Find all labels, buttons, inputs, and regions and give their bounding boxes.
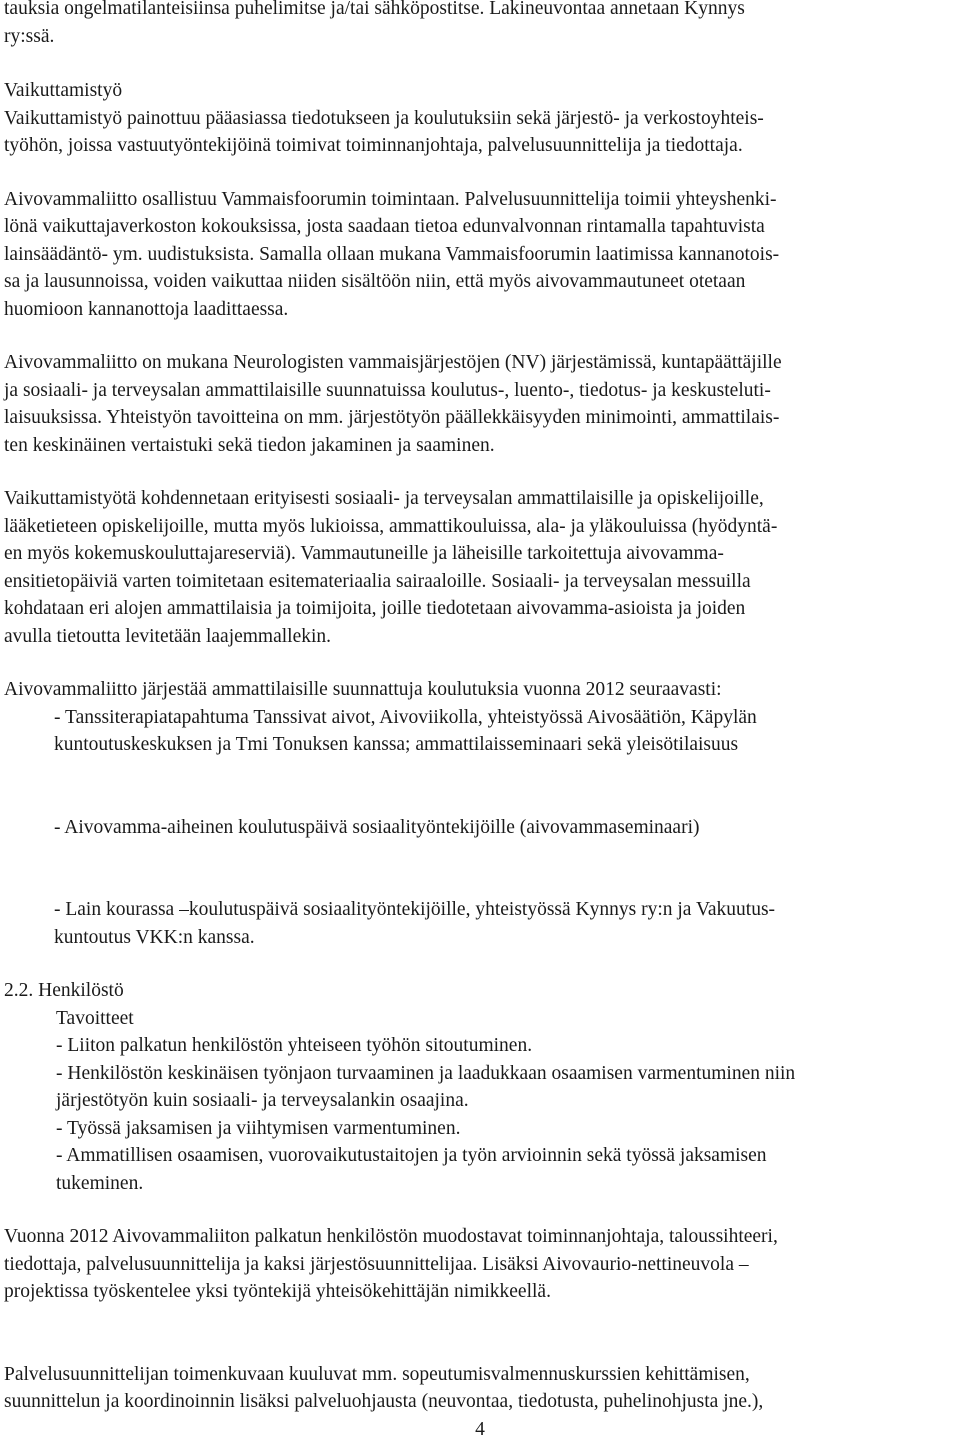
text-line: Vuonna 2012 Aivovammaliiton palkatun henkilöstön muodostavat toiminnanjohtaja, taloussihteeri, [4,1226,778,1247]
text-line: - Tanssiterapiatapahtuma Tanssivat aivot, Aivoviikolla, yhteistyössä Aivosäätiön, Käpylän [54,706,757,728]
text-line: ja sosiaali- ja terveysalan ammattilaisille suunnatuissa koulutus-, luento-, tiedotus- ja keskusteluti- [4,379,771,401]
text-line: tukeminen. [56,1172,144,1194]
text-line: avulla tietoutta levitetään laajemmallekin. [4,625,332,647]
text-line: - Ammatillisen osaamisen, vuorovaikutustaitojen ja työn arvioinnin sekä työssä jaksamisen [56,1145,767,1166]
text-line: suunnittelun ja koordinoinnin lisäksi palveluohjausta (neuvontaa, tiedotusta, puhelinohjusta jne.), [4,1391,764,1412]
list-item [56,1060,956,1115]
text-line: en myös kokemuskouluttajareserviä). Vammautuneille ja läheisille tarkoitettuja aivovamma- [4,543,724,564]
text-line: sa ja lausunnoissa, voiden vaikuttaa niiden sisältöön niin, että myös aivovammautuneet otetaan [4,271,746,292]
text-line: Aivovammaliitto on mukana Neurologisten vammaisjärjestöjen (NV) järjestämissä, kuntapäättäjille [4,352,782,373]
text-line: - Lain kourassa –koulutuspäivä sosiaalityöntekijöille, yhteistyössä Kynnys ry:n ja Vakuutus- [54,899,776,920]
text-line: huomioon kannanottoja laadittaessa. [4,298,289,320]
text-line: Aivovammaliitto osallistuu Vammaisfoorumin toimintaan. Palvelusuunnittelija toimii yhteyshenki- [4,188,777,210]
text-line: - Työssä jaksamisen ja viihtymisen varmentuminen. [56,1117,461,1139]
list-item [56,1032,956,1060]
text-line: tiedottaja, palvelusuunnittelija ja kaksi järjestösuunnittelijaa. Lisäksi Aivovaurio-nettineuvola – [4,1253,749,1275]
text-line: - Liiton palkatun henkilöstön yhteiseen työhön sitoutuminen. [56,1035,533,1056]
page-number: 4 [475,1419,485,1440]
list-item [54,704,956,759]
text-line: Vaikuttamistyötä kohdennetaan erityisesti sosiaali- ja terveysalan ammattilaisille ja opiskelijoille, [4,488,764,509]
text-line: projektissa työskentelee yksi työntekijä yhteisökehittäjän nimikkeellä. [4,1281,551,1302]
text-line: - Aivovamma-aiheinen koulutuspäivä sosiaalityöntekijöille (aivovammaseminaari) [54,816,700,838]
list-item [56,1142,956,1197]
section-heading-henkilosto: 2.2. Henkilöstö [4,980,124,1001]
paragraph [4,1223,956,1306]
paragraph [4,485,956,650]
paragraph [4,1361,956,1416]
list-item [56,1115,956,1143]
list-item [54,896,956,951]
goals-block [4,1005,956,1198]
text-line: kuntoutuskeskuksen ja Tmi Tonuksen kanssa; ammattilaisseminaari sekä yleisötilaisuus [54,734,739,755]
intro-paragraph [4,0,956,50]
text-line: lääketieteen opiskelijoille, mutta myös lukioissa, ammattikouluissa, ala- ja yläkouluissa (hyödyntä- [4,515,778,537]
text-line: lainsäädäntö- ym. uudistuksista. Samalla ollaan mukana Vammaisfoorumin laatimissa kannanotois- [4,243,780,265]
text-line: tauksia ongelmatilanteisiinsa puhelimitse ja/tai sähköpostitse. Lakineuvontaa annetaan Kynnys [4,0,745,19]
training-list [4,704,956,952]
text-line: lönä vaikuttajaverkoston kokouksissa, josta saadaan tietoa edunvalvonnan rintamalla tapahtuvista [4,216,765,237]
paragraph [4,105,956,160]
text-line: ry:ssä. [4,25,55,47]
text-line: laisuuksissa. Yhteistyön tavoitteina on mm. järjestötyön päällekkäisyyden minimointi, ammattilais- [4,407,780,428]
paragraph [4,349,956,459]
paragraph: Aivovammaliitto järjestää ammattilaisille suunnattuja koulutuksia vuonna 2012 seuraavasti: [4,679,722,700]
section-heading-vaikuttamistyo: Vaikuttamistyö [4,80,123,101]
text-line: työhön, joissa vastuutyöntekijöinä toimivat toiminnanjohtaja, palvelusuunnittelija ja tiedottaja. [4,135,743,156]
text-line: ensitietopäiviä varten toimitetaan esitemateriaalia sairaaloille. Sosiaali- ja terveysalan messuilla [4,570,751,592]
text-line: Vaikuttamistyö painottuu pääasiassa tiedotukseen ja koulutuksiin sekä järjestö- ja verkostoyhteis- [4,107,764,129]
text-line: kohdataan eri alojen ammattilaisia ja toimijoita, joille tiedotetaan aivovamma-asioista ja joiden [4,598,746,619]
document-page [4,0,956,1416]
text-line: kuntoutus VKK:n kanssa. [54,926,255,948]
text-line: Palvelusuunnittelijan toimenkuvaan kuuluvat mm. sopeutumisvalmennuskurssien kehittämisen, [4,1363,750,1385]
subheading-tavoitteet: Tavoitteet [56,1007,134,1029]
paragraph [4,186,956,324]
text-line: - Henkilöstön keskinäisen työnjaon turvaaminen ja laadukkaan osaamisen varmentuminen niin [56,1062,796,1084]
text-line: järjestötyön kuin sosiaali- ja terveysalankin osaajina. [56,1090,469,1111]
list-item [54,814,956,842]
text-line: ten keskinäinen vertaistuki sekä tiedon jakaminen ja saaminen. [4,434,495,456]
